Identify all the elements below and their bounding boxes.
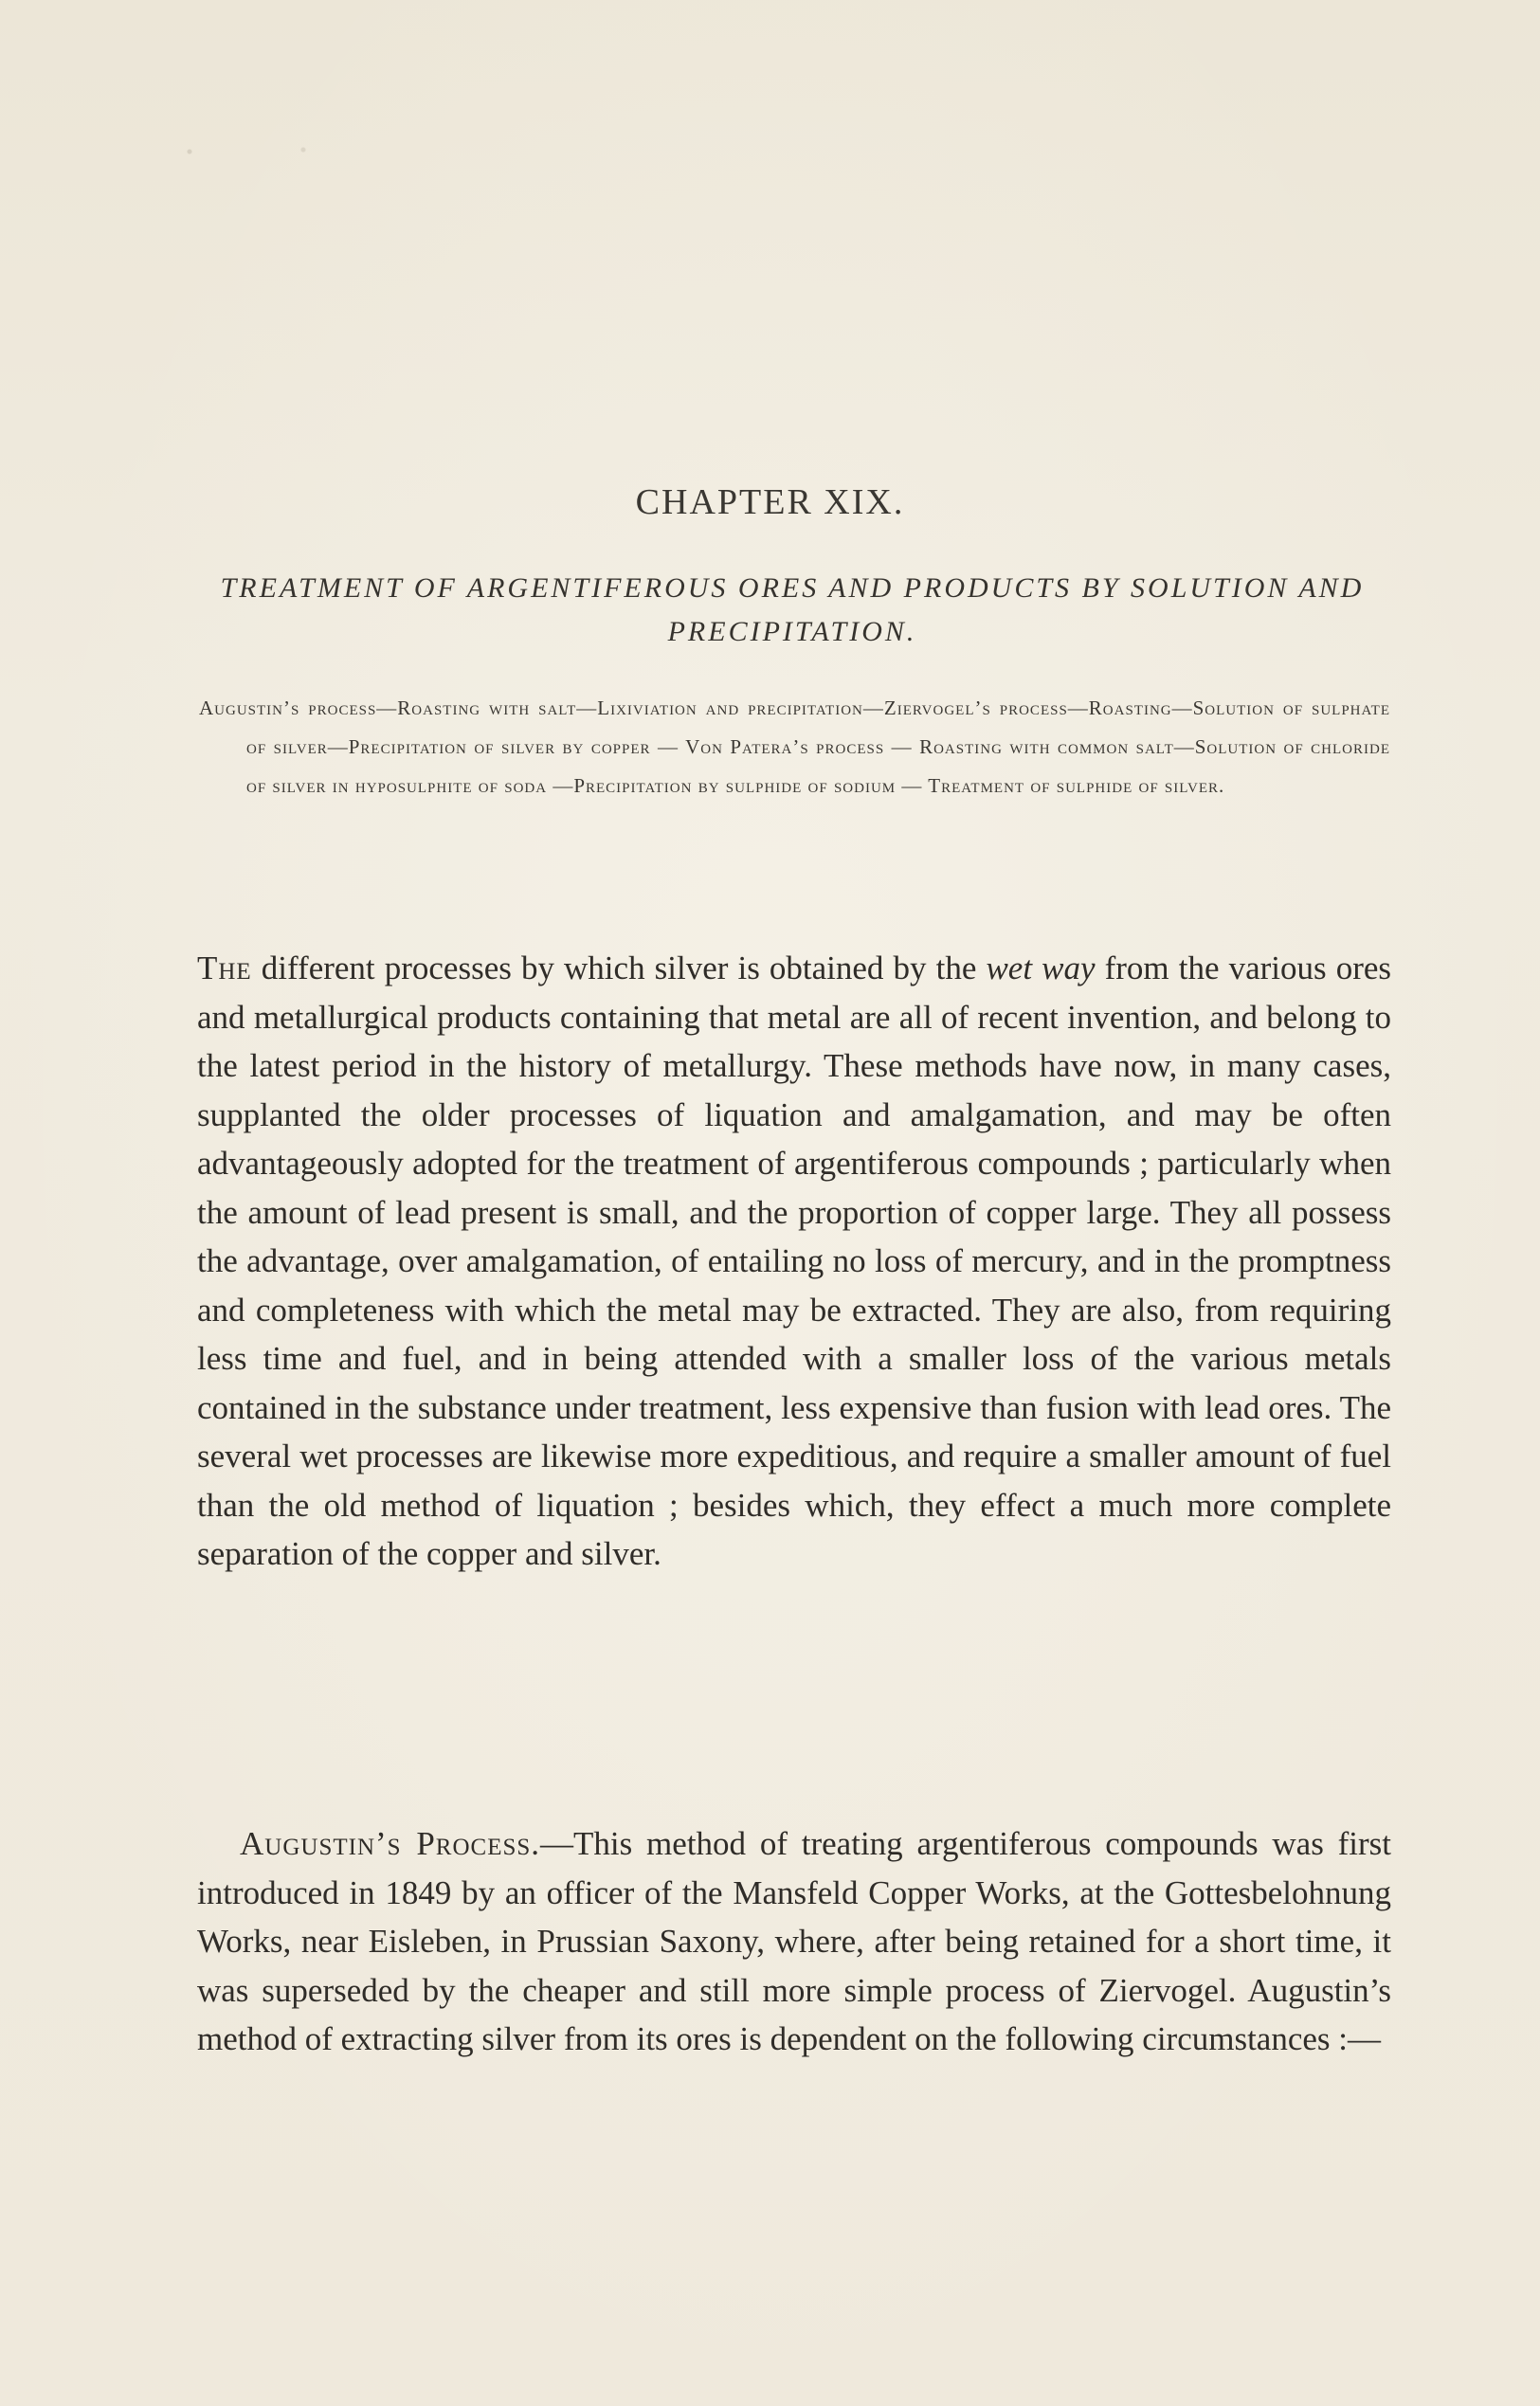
paragraph-text-part1: different processes by which silver is obtained by the [251,950,987,986]
paragraph-lead-word: The [197,950,252,986]
paragraph-introduction [197,944,1391,1579]
italic-term: wet way [986,950,1096,986]
section-heading: Augustin’s Process. [240,1825,541,1862]
chapter-subtitle: TREATMENT OF ARGENTIFEROUS ORES AND PRODUCTS BY SOLUTION AND PRECIPITATION. [220,572,1365,647]
paragraph-augustins-process [197,1819,1391,2064]
contents-summary-text: Augustin’s process—Roasting with salt—Lixiviation and precipitation—Ziervogel’s process—Roasting—Solution of sulphate of silver—Precipitation of silver by copper — Von Patera’s process — Roasting with common salt—Solution of chloride of silver in hyposulphite of soda —Precipitation by sulphide of sodium — Treatment of sulphide of silver. [199,696,1390,797]
section-text: —This method of treating argentiferous compounds was first introduced in 1849 by an officer of the Mansfeld Copper Works, at the Gottesbelohnung Works, near Eisleben, in Prussian Saxony, where, after being retained for a short time, it was superseded by the cheaper and still more simple process of Ziervogel. Augustin’s method of extracting silver from its ores is dependent on the following circumstances :— [197,1825,1391,2057]
paragraph-text-part2: from the various ores and metallurgical products containing that metal are all of recent invention, and belong to the latest period in the history of metallurgy. These methods have now, in many cases, supplanted the older processes of liquation and amalgamation, and may be often advantageously adopted for the treatment of argentiferous compounds ; particularly when the amount of lead present is small, and the proportion of copper large. They all possess the advantage, over amalgamation, of entailing no loss of mercury, and in the promptness and completeness with which the metal may be extracted. They are also, from requiring less time and fuel, and in being attended with a smaller loss of the various metals contained in the substance under treatment, less expensive than fusion with lead ores. The several wet processes are likewise more expeditious, and require a smaller amount of fuel than the old method of liquation ; besides which, they effect a much more complete separation of the copper and silver. [197,950,1392,1572]
chapter-title: CHAPTER XIX. [635,482,905,522]
paper-specks [133,142,417,161]
chapter-contents-summary [199,689,1390,805]
